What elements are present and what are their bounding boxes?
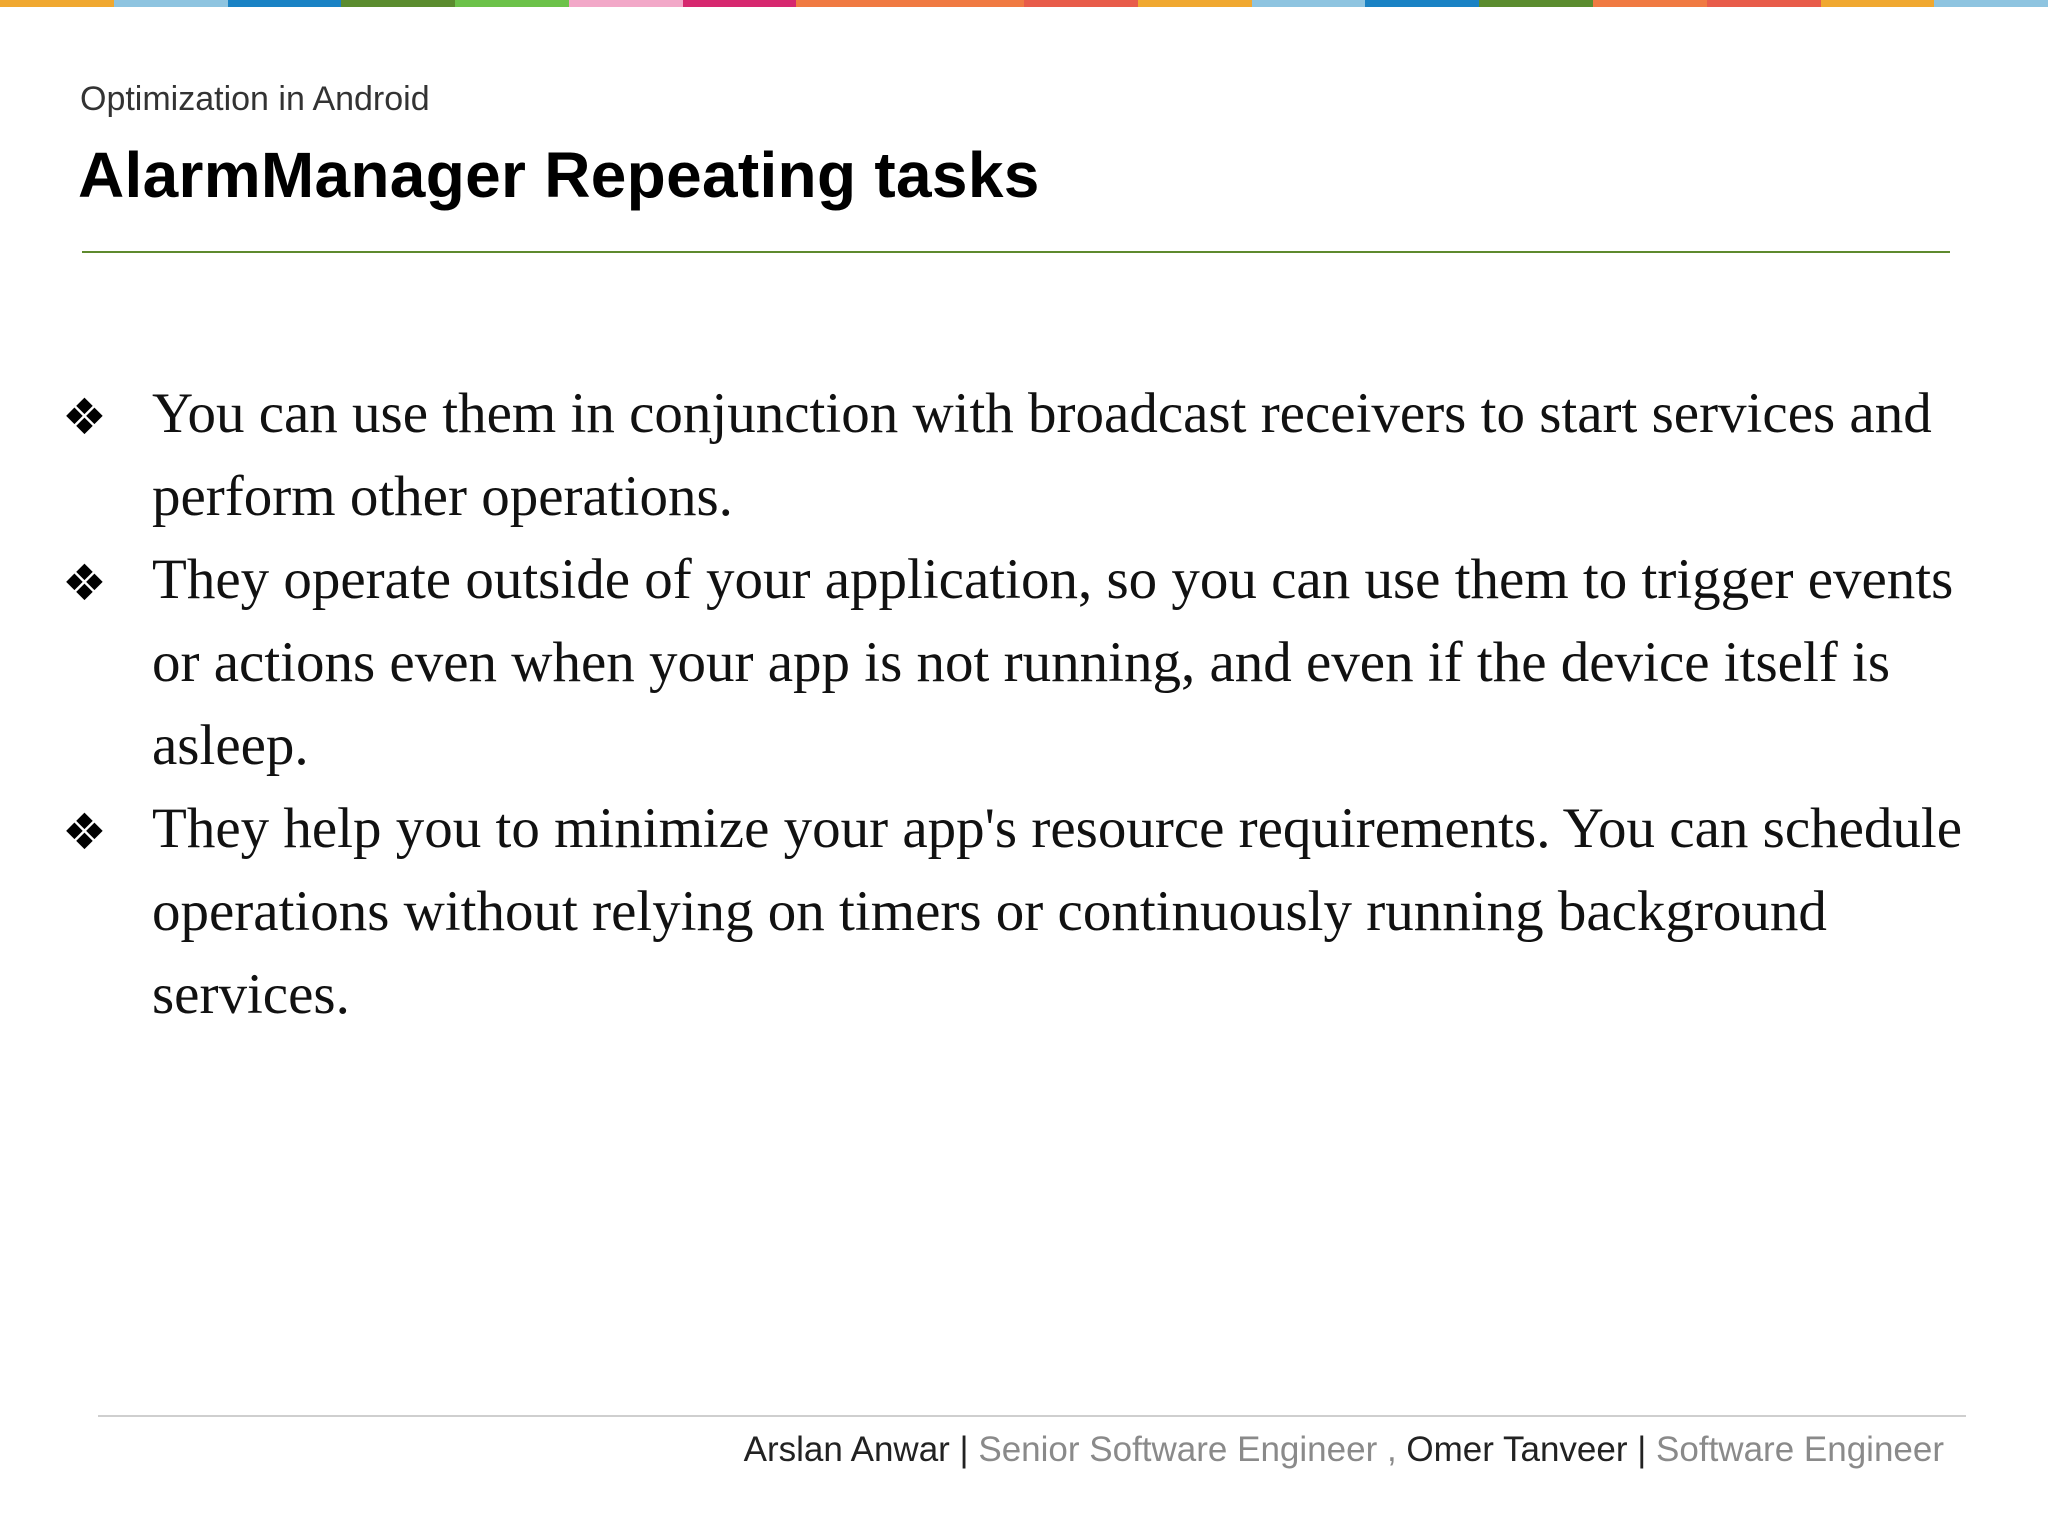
title-divider [82, 251, 1950, 253]
bullet-item [60, 538, 1990, 787]
author1-name: Arslan Anwar [743, 1430, 950, 1469]
stripe-segment [1252, 0, 1366, 7]
stripe-segment [1934, 0, 2048, 7]
stripe-segment [1821, 0, 1935, 7]
stripe-segment [569, 0, 683, 7]
stripe-segment [114, 0, 228, 7]
diamond-bullet-icon: ❖ [62, 803, 107, 861]
footer-credits [744, 1430, 1944, 1470]
stripe-segment [228, 0, 342, 7]
stripe-segment [1593, 0, 1707, 7]
bullet-item [60, 787, 1990, 1036]
stripe-segment [796, 0, 910, 7]
bullet-text: You can use them in conjunction with broadcast receivers to start services and perform other operations. [152, 382, 1932, 528]
slide-title: AlarmManager Repeating tasks [78, 139, 1040, 211]
stripe-segment [1024, 0, 1138, 7]
stripe-segment [683, 0, 797, 7]
bullet-item [60, 372, 1990, 538]
stripe-segment [1707, 0, 1821, 7]
author2-name: Omer Tanveer [1406, 1430, 1628, 1469]
footer-divider [98, 1415, 1966, 1417]
stripe-segment [0, 0, 114, 7]
bullet-text: They operate outside of your application, so you can use them to trigger events or actions even when your app is not running, and even if the device itself is asleep. [152, 548, 1954, 777]
stripe-segment [341, 0, 455, 7]
footer-separator: | [1627, 1430, 1657, 1469]
stripe-segment [1138, 0, 1252, 7]
bullet-list [60, 372, 1990, 1036]
top-color-stripe [0, 0, 2048, 7]
footer-separator: | [949, 1430, 979, 1469]
stripe-segment [1365, 0, 1479, 7]
author1-role: Senior Software Engineer , [978, 1430, 1407, 1469]
slide-subtitle: Optimization in Android [80, 80, 430, 118]
diamond-bullet-icon: ❖ [62, 388, 107, 446]
stripe-segment [910, 0, 1024, 7]
author2-role: Software Engineer [1656, 1430, 1944, 1469]
stripe-segment [1479, 0, 1593, 7]
stripe-segment [455, 0, 569, 7]
bullet-text: They help you to minimize your app's resource requirements. You can schedule operations without relying on timers or continuously running background services. [152, 797, 1963, 1026]
diamond-bullet-icon: ❖ [62, 554, 107, 612]
